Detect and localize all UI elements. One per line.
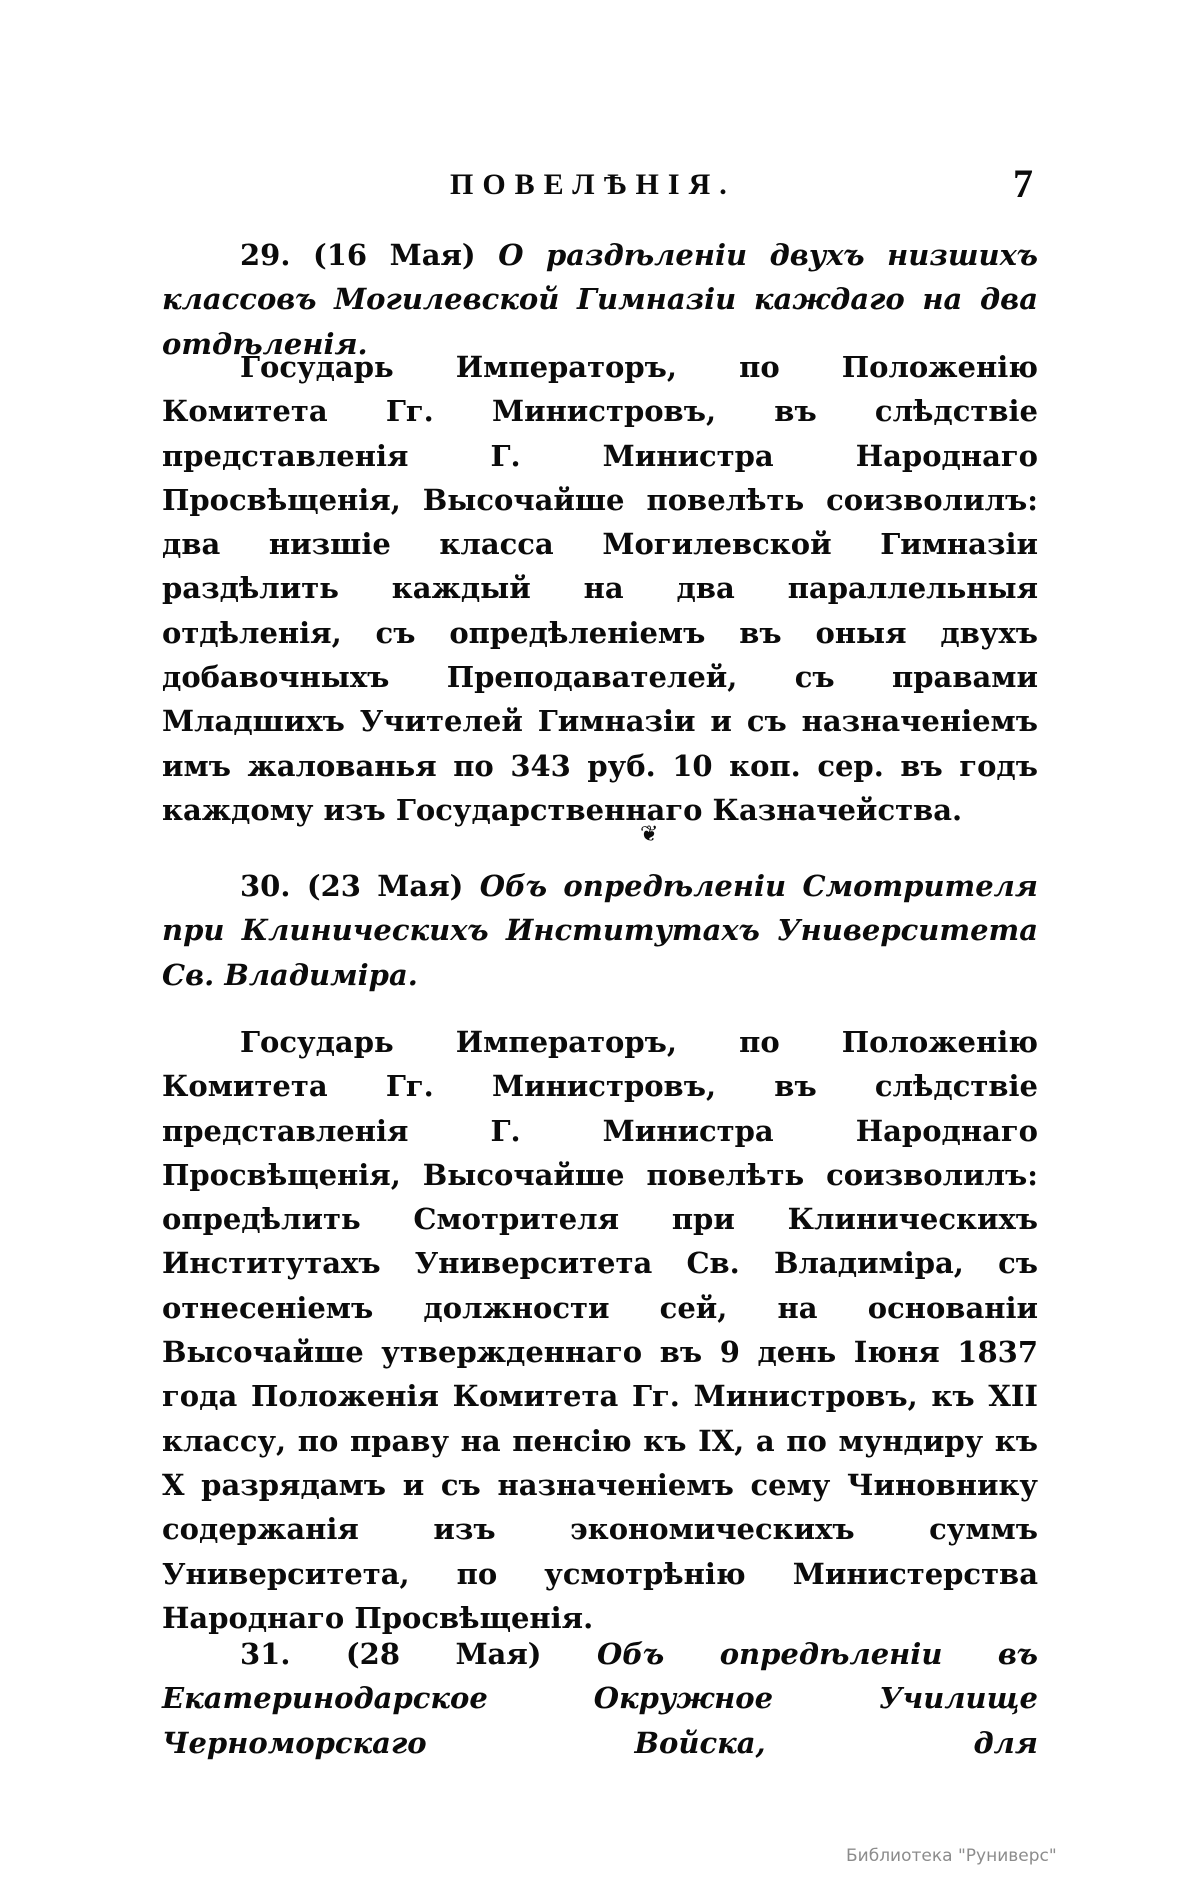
section-30-title: Объ опредѣленіи Смотрителя при Клиническихъ Институтахъ Университета Св. Владиміра.: [162, 869, 1038, 992]
section-29-number: 29.: [240, 238, 291, 272]
ornament-separator: ❦: [640, 822, 659, 847]
section-29-body: [162, 345, 1038, 832]
running-header: ПОВЕЛѢНІЯ.: [450, 168, 736, 201]
section-29-title: О раздѣленіи двухъ низшихъ классовъ Могилевской Гимназіи каждаго на два отдѣленія.: [162, 238, 1038, 361]
section-31-title: Объ опредѣленіи въ Екатеринодарское Окружное Училище Черноморскаго Войска, для: [162, 1637, 1038, 1760]
section-30-heading: [162, 864, 1038, 997]
section-30-date: (23 Мая): [306, 869, 464, 903]
library-watermark: Библиотека "Руниверс": [846, 1846, 1057, 1866]
section-30-body-text: Государь Императоръ, по Положенію Комитета Гг. Министровъ, въ слѣдствіе представленія Г. Министра Народнаго Просвѣщенія, Высочайше повелѣть соизволилъ: опредѣлить Смотрителя при Клиническихъ Институтахъ Университета Св. Владиміра, съ отнесеніемъ должности сей, на основаніи Высочайше утвержденнаго въ 9 день Іюня 1837 года Положенія Комитета Гг. Министровъ, къ XII классу, по праву на пенсію къ IX, а по мундиру къ X разрядамъ и съ назначеніемъ сему Чиновнику содержанія изъ экономическихъ суммъ Университета, по усмотрѣнію Министерства Народнаго Просвѣщенія.: [162, 1025, 1038, 1635]
section-29-body-text: Государь Императоръ, по Положенію Комитета Гг. Министровъ, въ слѣдствіе представленія Г. Министра Народнаго Просвѣщенія, Высочайше повелѣть соизволилъ: два низшіе класса Могилевской Гимназіи раздѣлить каждый на два параллельныя отдѣленія, съ опредѣленіемъ въ оныя двухъ добавочныхъ Преподавателей, съ правами Младшихъ Учителей Гимназіи и съ назначеніемъ имъ жалованья по 343 руб. 10 коп. сер. въ годъ каждому изъ Государственнаго Казначейства.: [162, 350, 1038, 827]
section-30-body: [162, 1020, 1038, 1640]
section-31-date: (28 Мая): [345, 1637, 542, 1671]
section-31-number: 31.: [240, 1637, 291, 1671]
section-29-date: (16 Мая): [313, 238, 476, 272]
section-30-number: 30.: [240, 869, 291, 903]
section-31-heading: [162, 1632, 1038, 1765]
page-number: 7: [1013, 161, 1033, 206]
